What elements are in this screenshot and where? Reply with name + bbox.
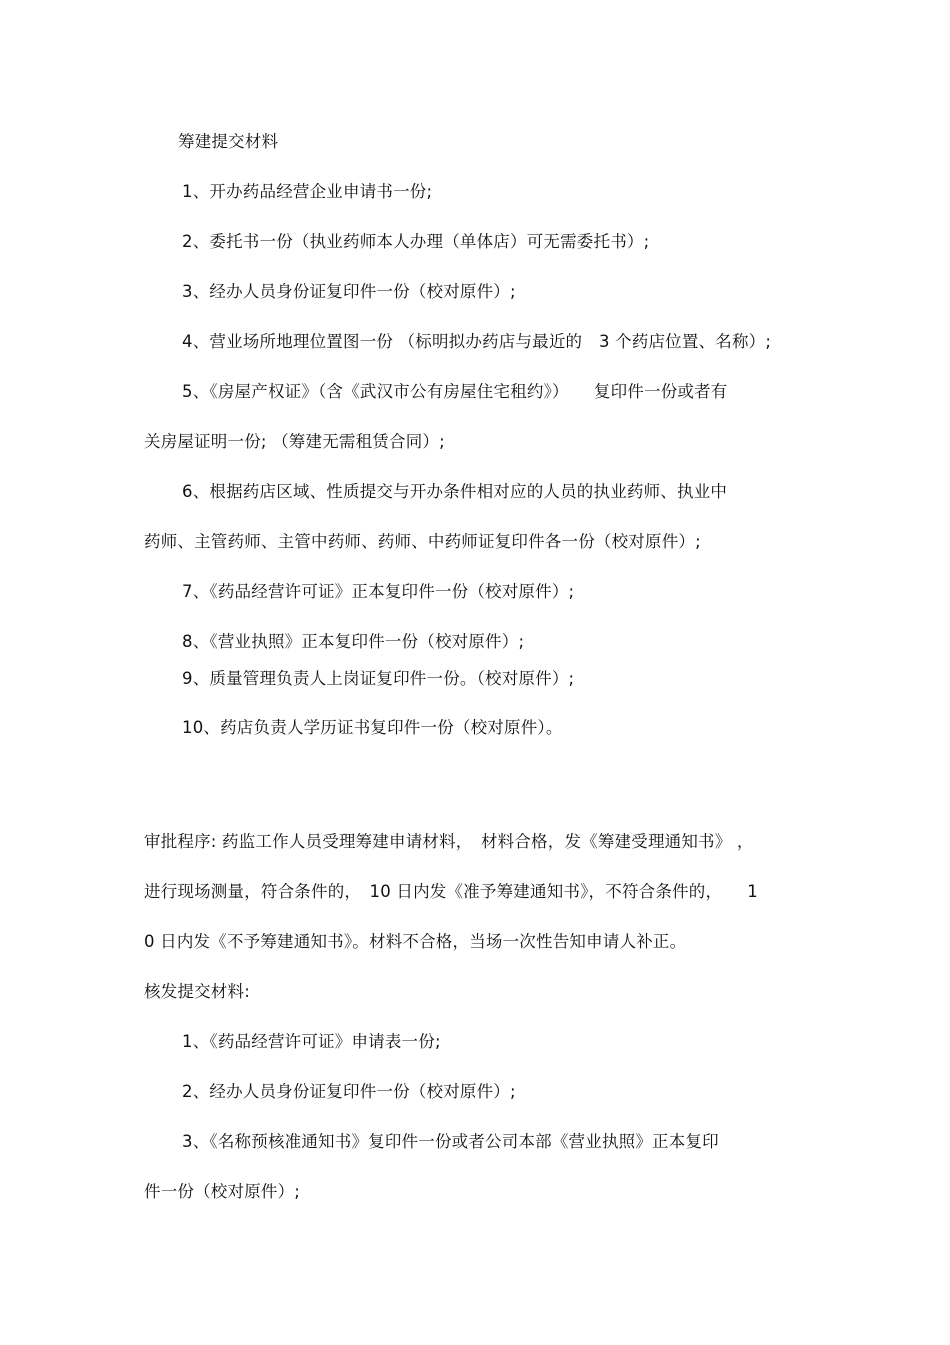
list-item: 2、委托书一份（执业药师本人办理（单体店）可无需委托书）; — [182, 232, 650, 251]
approval-procedure-continuation: 进行现场测量，符合条件的， 10 日内发《准予筹建通知书》，不符合条件的， 1 — [144, 882, 758, 901]
list-item: 7、《药品经营许可证》正本复印件一份（校对原件）; — [182, 582, 575, 601]
approval-procedure-paragraph: 审批程序: 药监工作人员受理筹建申请材料， 材料合格，发《筹建受理通知书》 ， — [144, 832, 754, 851]
list-item-continuation: 药师、主管药师、主管中药师、药师、中药师证复印件各一份（校对原件）; — [144, 532, 701, 551]
list-item: 9、质量管理负责人上岗证复印件一份。（校对原件）; — [182, 669, 575, 688]
list-item-continuation: 关房屋证明一份; （筹建无需租赁合同）; — [144, 432, 445, 451]
section-title-preparation: 筹建提交材料 — [178, 132, 279, 151]
list-item: 10、药店负责人学历证书复印件一份（校对原件）。 — [182, 718, 563, 737]
list-item: 2、经办人员身份证复印件一份（校对原件）; — [182, 1082, 516, 1101]
list-item: 3、经办人员身份证复印件一份（校对原件）; — [182, 282, 516, 301]
list-item: 6、根据药店区域、性质提交与开办条件相对应的人员的执业药师、执业中 — [182, 482, 728, 501]
approval-procedure-continuation: 0 日内发《不予筹建通知书》。材料不合格，当场一次性告知申请人补正。 — [144, 932, 687, 951]
list-item-continuation: 件一份（校对原件）; — [144, 1182, 301, 1201]
list-item: 8、《营业执照》正本复印件一份（校对原件）; — [182, 632, 525, 651]
section-title-issuance: 核发提交材料: — [144, 982, 250, 1001]
list-item: 5、《房屋产权证》（含《武汉市公有房屋住宅租约》） 复印件一份或者有 — [182, 382, 728, 401]
list-item: 3、《名称预核准通知书》复印件一份或者公司本部《营业执照》正本复印 — [182, 1132, 719, 1151]
list-item: 1、《药品经营许可证》申请表一份; — [182, 1032, 441, 1051]
list-item: 4、营业场所地理位置图一份 （标明拟办药店与最近的 3 个药店位置、名称）; — [182, 332, 772, 351]
list-item: 1、开办药品经营企业申请书一份; — [182, 182, 433, 201]
